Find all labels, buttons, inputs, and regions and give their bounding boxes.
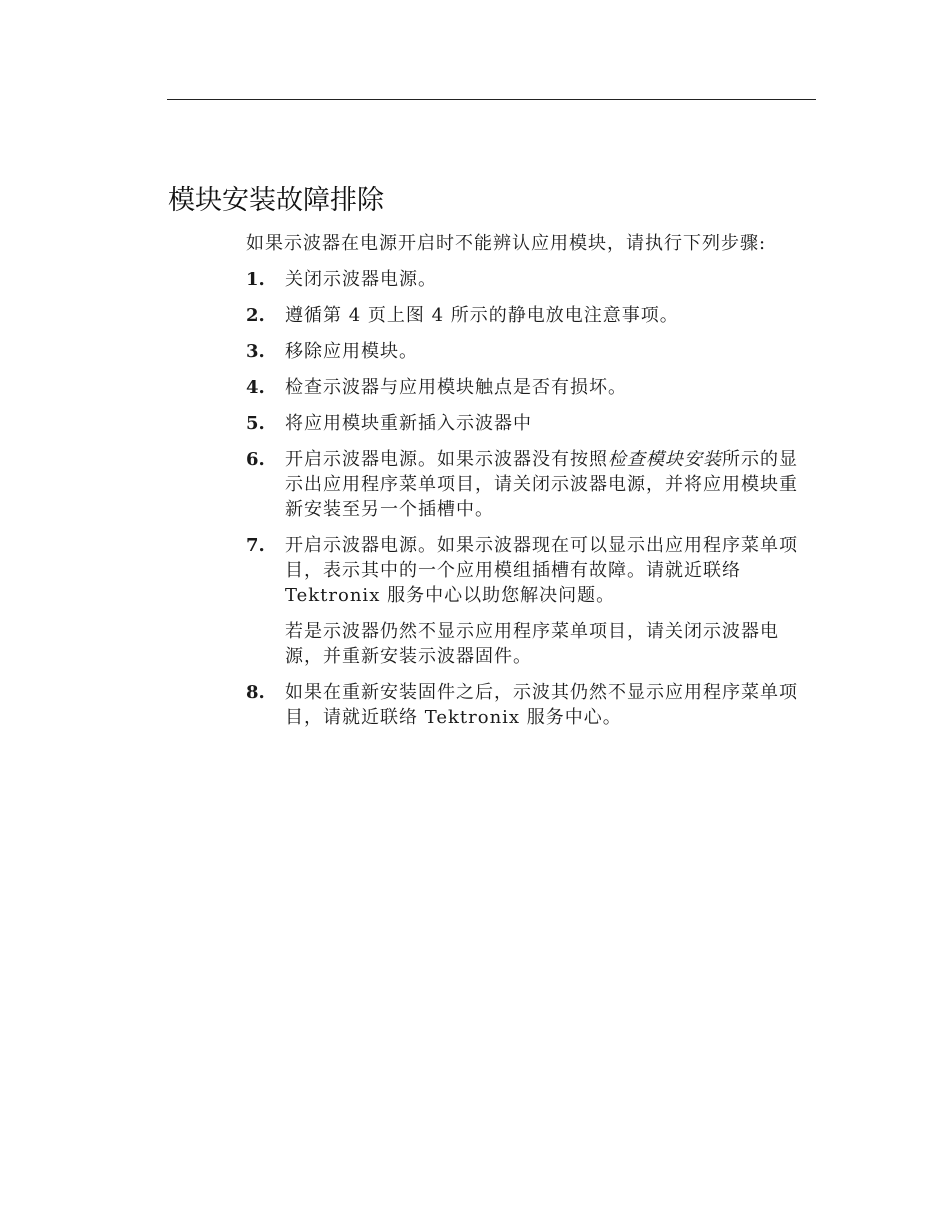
step-text xyxy=(285,447,814,522)
step-text: 开启示波器电源。如果示波器现在可以显示出应用程序菜单项目，表示其中的一个应用模组插槽有故障。请就近联络 Tektronix 服务中心以助您解决问题。 xyxy=(285,535,798,606)
step-item xyxy=(246,680,814,730)
step-item xyxy=(246,533,814,669)
step-number: 4. xyxy=(246,377,265,398)
step-text: 关闭示波器电源。 xyxy=(285,269,437,290)
step-number: 2. xyxy=(246,305,265,326)
step-text-part: 开启示波器电源。如果示波器没有按照 xyxy=(285,449,608,470)
step-text: 检查示波器与应用模块触点是否有损坏。 xyxy=(285,377,627,398)
step-text-part: 所示的显示出应用程序菜单项目，请关闭示波器电源，并将应用模块重新安装至另一个插槽中。 xyxy=(285,449,798,520)
step-number: 3. xyxy=(246,341,265,362)
header-rule xyxy=(167,99,816,100)
step-item xyxy=(246,339,814,364)
step-note: 若是示波器仍然不显示应用程序菜单项目，请关闭示波器电源，并重新安装示波器固件。 xyxy=(285,621,779,667)
step-text: 移除应用模块。 xyxy=(285,341,418,362)
step-number: 6. xyxy=(246,449,265,470)
step-number: 8. xyxy=(246,682,265,703)
step-item xyxy=(246,375,814,400)
step-text: 遵循第 4 页上图 4 所示的静电放电注意事项。 xyxy=(285,305,679,326)
step-item xyxy=(246,447,814,522)
step-item xyxy=(246,411,814,436)
step-text: 将应用模块重新插入示波器中 xyxy=(285,413,532,434)
cross-reference: 检查模块安装 xyxy=(608,449,722,470)
section-title: 模块安装故障排除 xyxy=(168,185,384,216)
step-number: 7. xyxy=(246,535,265,556)
step-item xyxy=(246,267,814,292)
step-number: 1. xyxy=(246,269,265,290)
section-body xyxy=(246,231,814,741)
intro-paragraph: 如果示波器在电源开启时不能辨认应用模块，请执行下列步骤: xyxy=(246,233,767,254)
steps-list xyxy=(246,267,814,730)
step-item xyxy=(246,303,814,328)
step-number: 5. xyxy=(246,413,265,434)
step-text: 如果在重新安装固件之后，示波其仍然不显示应用程序菜单项目，请就近联络 Tektronix 服务中心。 xyxy=(285,682,798,728)
